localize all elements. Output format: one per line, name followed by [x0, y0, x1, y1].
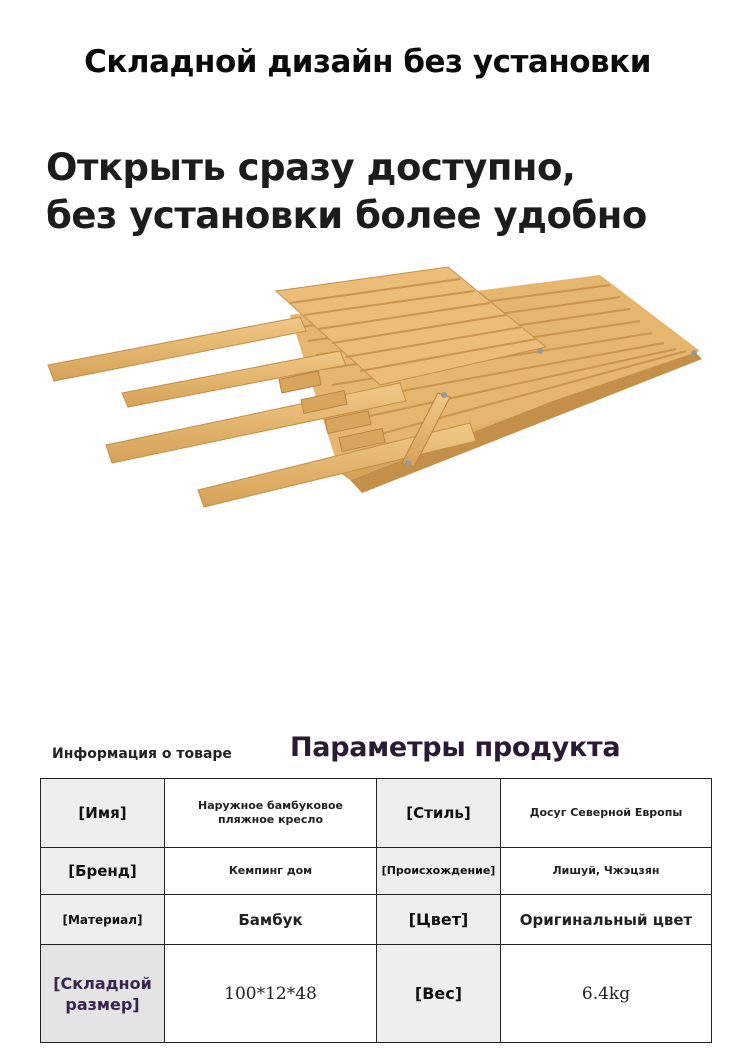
table-row	[41, 847, 712, 895]
headline	[46, 144, 726, 240]
table-value-brand: Кемпинг дом	[165, 847, 377, 895]
table-key-brand: [Бренд]	[41, 847, 165, 895]
table-row	[41, 779, 712, 848]
table-key-name: [Имя]	[41, 779, 165, 848]
table-row	[41, 945, 712, 1043]
product-info-label: Информация о товаре	[52, 746, 232, 762]
table-value-style: Досуг Северной Европы	[501, 779, 712, 848]
table-key-material: [Материал]	[41, 895, 165, 945]
params-title: Параметры продукта	[290, 732, 621, 763]
table-key-origin: [Происхождение]	[377, 847, 501, 895]
table-value-weight: 6.4kg	[501, 945, 712, 1043]
table-value-color: Оригинальный цвет	[501, 895, 712, 945]
product-image	[40, 255, 720, 525]
table-key-folded-size: [Складной размер]	[41, 945, 165, 1043]
table-key-color: [Цвет]	[377, 895, 501, 945]
table-value-origin: Лишуй, Чжэцзян	[501, 847, 712, 895]
table-value-material: Бамбук	[165, 895, 377, 945]
table-row	[41, 895, 712, 945]
table-key-weight: [Вес]	[377, 945, 501, 1043]
page-title: Складной дизайн без установки	[84, 44, 651, 80]
headline-line-1: Открыть сразу доступно,	[46, 146, 576, 189]
table-value-folded-size: 100*12*48	[165, 945, 377, 1043]
table-value-name: Наружное бамбуковое пляжное кресло	[165, 779, 377, 848]
table-key-style: [Стиль]	[377, 779, 501, 848]
headline-line-2: без установки более удобно	[46, 194, 647, 237]
params-table	[40, 778, 712, 1043]
